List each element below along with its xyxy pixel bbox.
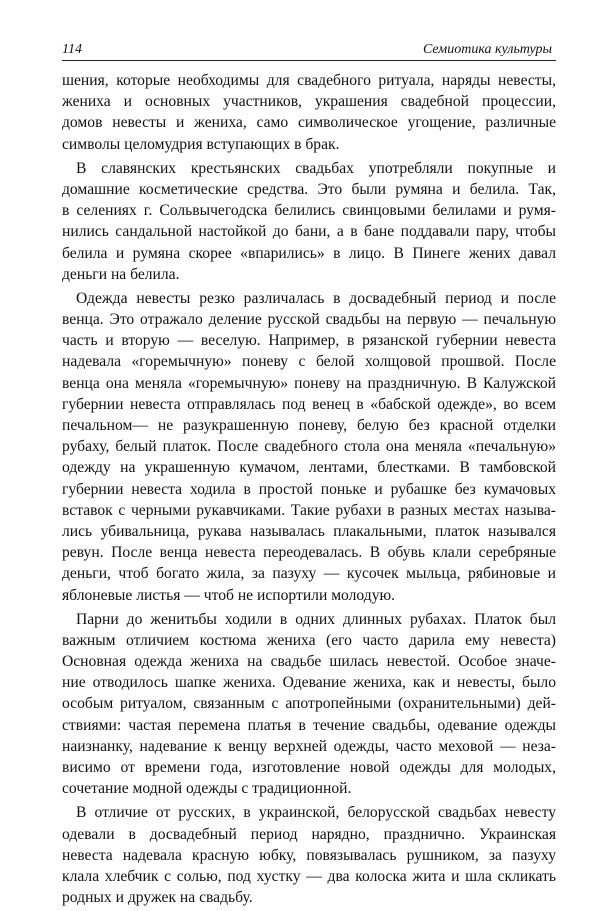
text-line: яблоневые листья — чтоб не испортили молодую. bbox=[62, 586, 396, 604]
running-header bbox=[62, 40, 556, 61]
text-line: родных и дружек на свадьбу. bbox=[62, 889, 253, 907]
text-line: сочетание модной одежды с традиционной. bbox=[62, 780, 352, 798]
text-line: висимо от времени года, изготовление новой одежды для молодых, bbox=[62, 759, 556, 776]
text-line: губернии невеста ходила в простой поньке и рубашке без кумачовых bbox=[62, 480, 556, 498]
text-line: Парни до женитьбы ходили в одних длинных рубахах. Платок был bbox=[76, 610, 556, 628]
text-line: В славянских крестьянских свадьбах употребляли покупные и bbox=[76, 159, 556, 177]
text-line: особым ритуалом, связанным с апотропейными (охранительными) дей- bbox=[62, 695, 556, 713]
text-line: важным отличием костюма жениха (его часто дарила ему невеста) bbox=[62, 631, 556, 649]
text-line: одевали в досвадебный период нарядно, празднично. Украинская bbox=[62, 825, 556, 843]
text-line: невеста надевала красную юбку, повязывалась рушником, за пазуху bbox=[62, 846, 556, 864]
text-line: клала хлебчик с солью, под хустку — два колоска жита и шла скликать bbox=[62, 867, 556, 885]
text-line: одежду на украшенную кумачом, лентами, блестками. В тамбовской bbox=[62, 459, 556, 477]
text-line: венца она меняла «горемычную» поневу на праздничную. В Калужской bbox=[62, 374, 556, 392]
text-line: венца. Это отражало деление русской свадьбы на первую — печальную bbox=[62, 311, 556, 329]
text-line: ствиями: частая перемена платья в течение свадьбы, одевание одежды bbox=[62, 716, 556, 734]
text-line: лись убивальница, рукава называлась плакальными, платок назывался bbox=[62, 522, 556, 540]
text-line: нились сандальной настойкой до бани, а в бане поддавали пару, чтобы bbox=[62, 223, 556, 241]
text-line: домов невесты и жениха, само символическое угощение, различные bbox=[62, 114, 556, 132]
text-line: Одежда невесты резко различалась в досвадебный период и после bbox=[76, 289, 556, 307]
paragraph bbox=[62, 288, 556, 606]
paragraph bbox=[62, 158, 556, 285]
text-line: белила и румяна скорее «впарились» в лицо. В Пинеге жених давал bbox=[62, 244, 556, 262]
text-line: печальном— не разукрашенную поневу, белую без красной отделки bbox=[62, 417, 556, 434]
paragraph bbox=[62, 802, 556, 908]
text-line: вставок с черными рукавчиками. Такие рубахи в разных местах называ- bbox=[62, 501, 556, 519]
text-line: жениха и основных участников, украшения свадебной процессии, bbox=[62, 93, 556, 111]
text-line: Основная одежда жениха на свадьбе шилась невестой. Особое значе- bbox=[62, 653, 556, 671]
paragraph bbox=[62, 70, 556, 155]
text-line: в селениях г. Сольвычегодска белились свинцовыми белилами и румя- bbox=[62, 202, 556, 220]
running-title: Семиотика культуры bbox=[423, 42, 552, 57]
text-line: часть и вторую — веселую. Например, в рязанской губернии невеста bbox=[62, 332, 556, 350]
text-line: ревун. После венца невеста переодевалась. В обувь клали серебряные bbox=[62, 544, 556, 562]
text-line: деньги на белила. bbox=[62, 265, 180, 283]
text-line: символы целомудрия вступающих в брак. bbox=[62, 135, 340, 153]
text-line: рубаху, белый платок. После свадебного стола она меняла «печальную» bbox=[62, 438, 556, 456]
text-line: домашние косметические средства. Это были румяна и белила. Так, bbox=[62, 180, 556, 198]
paragraph bbox=[62, 609, 556, 800]
page-number: 114 bbox=[62, 42, 82, 57]
body-text bbox=[62, 70, 556, 911]
text-line: шения, которые необходимы для свадебного ритуала, наряды невесты, bbox=[62, 72, 556, 89]
text-line: ние отводилось шапке жениха. Одевание жениха, как и невесты, было bbox=[62, 674, 556, 692]
text-line: В отличие от русских, в украинской, белорусской свадьбах невесту bbox=[76, 804, 556, 822]
text-line: наизнанку, надевание к венцу верхней одежды, часто меховой — неза- bbox=[62, 737, 556, 755]
text-line: надевала «горемычную» поневу с белой холщовой прошвой. После bbox=[62, 353, 556, 371]
text-line: губернии невеста отправлялась под венец в «бабской одежде», во всем bbox=[62, 395, 556, 413]
text-line: деньги, чтоб богато жила, за пазуху — кусочек мыльца, рябиновые и bbox=[62, 565, 556, 583]
